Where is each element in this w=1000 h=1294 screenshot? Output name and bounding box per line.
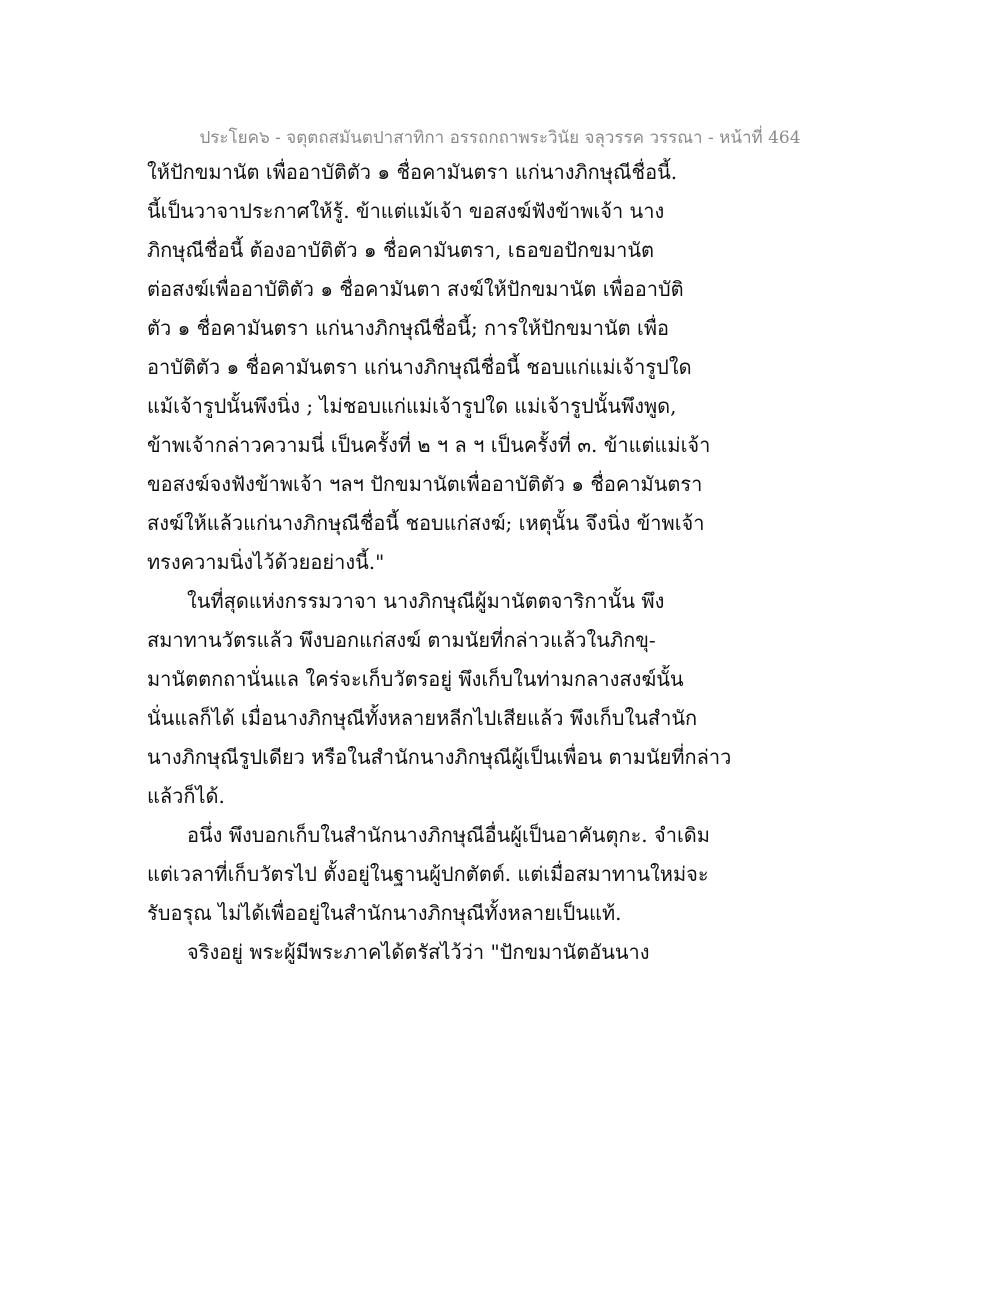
text-line: ภิกษุณีชื่อนี้ ต้องอาบัติตัว ๑ ชื่อคามันตรา, เธอขอปักขมานัต xyxy=(147,238,654,262)
text-line: นางภิกษุณีรูปเดียว หรือในสำนักนางภิกษุณีผู้เป็นเพื่อน ตามนัยที่กล่าว xyxy=(147,745,732,769)
text-line: ตัว ๑ ชื่อคามันตรา แก่นางภิกษุณีชื่อนี้; การให้ปักขมานัต เพื่อ xyxy=(147,316,670,340)
text-line: ทรงความนิ่งไว้ด้วยอย่างนี้." xyxy=(147,550,385,574)
body-text xyxy=(147,150,767,969)
text-line: รับอรุณ ไม่ได้เพื่ออยู่ในสำนักนางภิกษุณีทั้งหลายเป็นแท้. xyxy=(147,901,622,925)
text-line: ขอสงฆ์จงฟังข้าพเจ้า ฯลฯ ปักขมานัตเพื่ออาบัติตัว ๑ ชื่อคามันตรา xyxy=(147,472,703,496)
text-line: แต่เวลาที่เก็บวัตรไป ตั้งอยู่ในฐานผู้ปกตัตต์. แต่เมื่อสมาทานใหม่จะ xyxy=(147,862,709,886)
text-line: นั่นแลก็ได้ เมื่อนางภิกษุณีทั้งหลายหลีกไปเสียแล้ว พึงเก็บในสำนัก xyxy=(147,706,698,730)
text-line: สงฆ์ให้แล้วแก่นางภิกษุณีชื่อนี้ ชอบแก่สงฆ์; เหตุนั้น จึงนิ่ง ข้าพเจ้า xyxy=(147,511,705,535)
text-line: ข้าพเจ้ากล่าวความนี่ เป็นครั้งที่ ๒ ฯ ล ฯ เป็นครั้งที่ ๓. ข้าแต่แม่เจ้า xyxy=(147,433,711,457)
text-line: ต่อสงฆ์เพื่ออาบัติตัว ๑ ชื่อคามันตา สงฆ์ให้ปักขมานัต เพื่ออาบัติ xyxy=(147,277,684,301)
text-line: ให้ปักขมานัต เพื่ออาบัติตัว ๑ ชื่อคามันตรา แก่นางภิกษุณีชื่อนี้. xyxy=(147,160,678,184)
paragraph-start-line: อนึ่ง พึงบอกเก็บในสำนักนางภิกษุณีอื่นผู้เป็นอาคันตุกะ. จำเดิม xyxy=(187,823,710,847)
text-line: มานัตตกถานั่นแล ใคร่จะเก็บวัตรอยู่ พึงเก็บในท่ามกลางสงฆ์นั้น xyxy=(147,667,684,691)
paragraph-start-line: จริงอยู่ พระผู้มีพระภาคได้ตรัสไว้ว่า "ปักขมานัตอันนาง xyxy=(187,940,650,964)
page-header: ประโยค๖ - จตุตถสมันตปาสาทิกา อรรถกถาพระวินัย จลุวรรค วรรณา - หน้าที่ 464 xyxy=(199,128,801,148)
text-line: นี้เป็นวาจาประกาศให้รู้. ข้าแต่แม้เจ้า ขอสงฆ์ฟังข้าพเจ้า นาง xyxy=(147,199,665,223)
text-line: แม้เจ้ารูปนั้นพึงนิ่ง ; ไม่ชอบแก่แม่เจ้ารูปใด แม่เจ้ารูปนั้นพึงพูด, xyxy=(147,394,677,418)
paragraph-start-line: ในที่สุดแห่งกรรมวาจา นางภิกษุณีผู้มานัตตจาริกานั้น พึง xyxy=(187,589,665,613)
text-line: อาบัติตัว ๑ ชื่อคามันตรา แก่นางภิกษุณีชื่อนี้ ชอบแก่แม่เจ้ารูปใด xyxy=(147,355,692,379)
text-line: สมาทานวัตรแล้ว พึงบอกแก่สงฆ์ ตามนัยที่กล่าวแล้วในภิกขุ- xyxy=(147,628,656,652)
text-line: แล้วก็ได้. xyxy=(147,784,225,808)
